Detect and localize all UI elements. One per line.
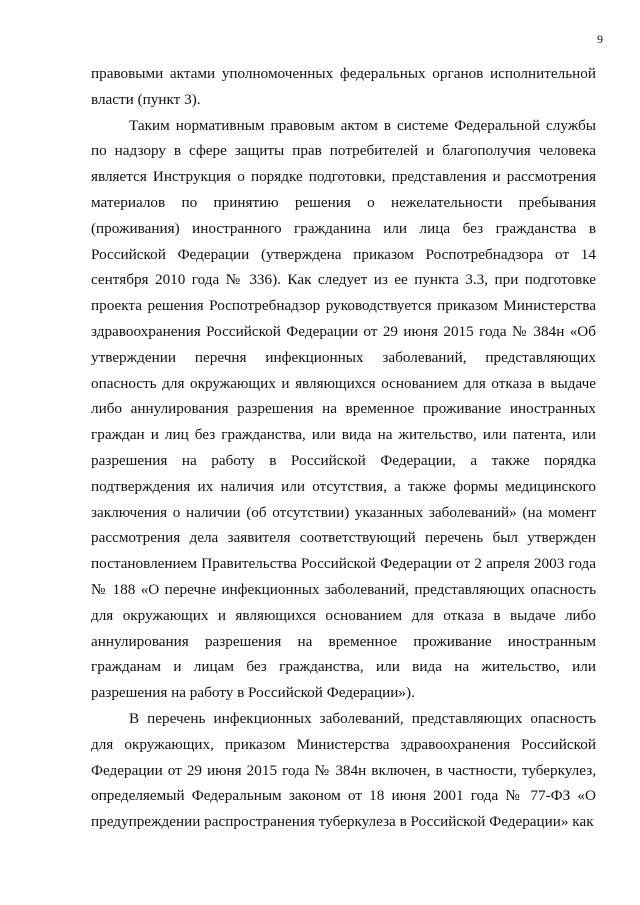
paragraph-disease-list: В перечень инфекционных заболеваний, представляющих опасность для окружающих, приказом Министерства здравоохранения Российской Федерации от 29 июня 2015 года № 384н включен, в частности, туберкулез, определяемый Федеральным законом от 18 июня 2001 года № 77-ФЗ «О предупреждении распространения туберкулеза в Российской Федерации» как (91, 709, 596, 831)
document-body (91, 61, 596, 835)
paragraph-instruction: Таким нормативным правовым актом в системе Федеральной службы по надзору в сфере защиты прав потребителей и благополучия человека является Инструкция о порядке подготовки, представления и рассмотрения материалов по принятию решения о нежелательности пребывания (проживания) иностранного гражданина или лица без гражданства в Российской Федерации (утверждена приказом Роспотребнадзора от 14 сентября 2010 года № 336). Как следует из ее пункта 3.3, при подготовке проекта решения Роспотребнадзор руководствуется приказом Министерства здравоохранения Российской Федерации от 29 июня 2015 года № 384н «Об утверждении перечня инфекционных заболеваний, представляющих опасность для окружающих и являющихся основанием для отказа в выдаче либо аннулирования разрешения на временное проживание иностранных граждан и лиц без гражданства, или вида на жительство, или патента, или разрешения на работу в Российской Федерации, а также порядка подтверждения их наличия или отсутствия, а также формы медицинского заключения о наличии (об отсутствии) указанных заболеваний» (на момент рассмотрения дела заявителя соответствующий перечень был утвержден постановлением Правительства Российской Федерации от 2 апреля 2003 года № 188 «О перечне инфекционных заболеваний, представляющих опасность для окружающих и являющихся основанием для отказа в выдаче либо аннулирования разрешения на временное проживание иностранным гражданам и лицам без гражданства, или вида на жительство, или разрешения на работу в Российской Федерации»). (91, 116, 596, 702)
paragraph-continuation: правовыми актами уполномоченных федеральных органов исполнительной власти (пункт 3). (91, 65, 596, 108)
page-number: 9 (597, 32, 603, 46)
